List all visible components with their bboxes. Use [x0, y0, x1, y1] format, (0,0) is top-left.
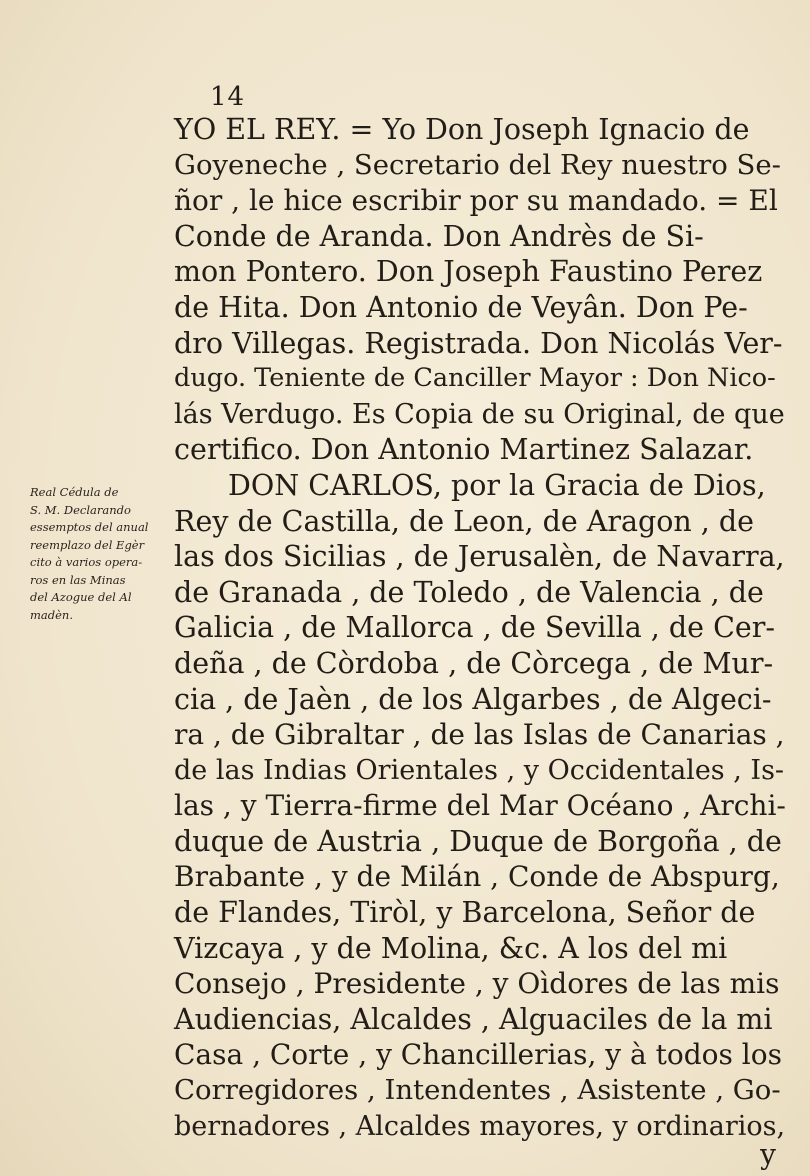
body-text — [174, 112, 786, 1144]
text-line: Consejo , Presidente , y Oìdores de las mis — [174, 967, 780, 1001]
text-line: ra , de Gibraltar , de las Islas de Canarias , — [174, 718, 785, 752]
text-line: Audiencias, Alcaldes , Alguaciles de la mi — [174, 1002, 773, 1036]
text-line: cia , de Jaèn , de los Algarbes , de Algeci- — [174, 682, 772, 716]
text-line: certifico. Don Antonio Martinez Salazar. — [174, 433, 754, 467]
margin-note-line: ros en las Minas — [30, 572, 126, 587]
text-line: Casa , Corte , y Chancillerias, y à todos los — [174, 1038, 782, 1072]
page-number: 14 — [210, 82, 246, 112]
text-line: mon Pontero. Don Joseph Faustino Perez — [174, 255, 763, 289]
text-line: de Hita. Don Antonio de Veyân. Don Pe- — [174, 290, 748, 324]
text-line: YO EL REY. = Yo Don Joseph Ignacio de — [174, 113, 750, 146]
text-line: Conde de Aranda. Don Andrès de Si- — [174, 219, 704, 253]
text-line: Galicia , de Mallorca , de Sevilla , de Cer- — [174, 611, 775, 645]
margin-note-line: cito à varios opera- — [30, 555, 143, 569]
text-line: ñor , le hice escribir por su mandado. = El — [174, 184, 778, 218]
margin-note-line: madèn. — [30, 607, 73, 622]
margin-note-line: S. M. Declarando — [30, 502, 131, 517]
text-line: Rey de Castilla, de Leon, de Aragon , de — [174, 504, 754, 538]
margin-note-line: Real Cédula de — [30, 485, 119, 499]
margin-note-line: reemplazo del Egèr — [30, 537, 145, 552]
text-line: Goyeneche , Secretario del Rey nuestro Se- — [174, 148, 781, 181]
text-line: Brabante , y de Milán , Conde de Abspurg, — [174, 860, 780, 894]
margin-note-line: essemptos del anual — [30, 520, 149, 534]
text-line: lás Verdugo. Es Copia de su Original, de que — [174, 398, 785, 430]
text-line: de las Indias Orientales , y Occidentales , Is- — [174, 754, 785, 786]
text-line: deña , de Còrdoba , de Còrcega , de Mur- — [174, 646, 774, 680]
text-line: de Flandes, Tiròl, y Barcelona, Señor de — [174, 896, 756, 930]
catchword: y — [760, 1138, 776, 1171]
text-line: de Granada , de Toledo , de Valencia , de — [174, 575, 764, 609]
text-line: Corregidores , Intendentes , Asistente , Go- — [174, 1074, 781, 1107]
text-line: dugo. Teniente de Canciller Mayor : Don Nico- — [174, 363, 776, 394]
text-line: Vizcaya , y de Molina, &c. A los del mi — [174, 931, 728, 965]
margin-note-line: del Azogue del Al — [30, 590, 132, 604]
text-line: DON CARLOS, por la Gracia de Dios, — [228, 468, 766, 502]
text-line: bernadores , Alcaldes mayores, y ordinarios, — [174, 1110, 786, 1142]
text-line: las , y Tierra-firme del Mar Océano , Archi- — [174, 789, 786, 823]
text-line: duque de Austria , Duque de Borgoña , de — [174, 824, 782, 858]
text-line: dro Villegas. Registrada. Don Nicolás Ver- — [174, 326, 783, 360]
margin-note — [30, 484, 166, 624]
text-line: las dos Sicilias , de Jerusalèn, de Navarra, — [174, 540, 785, 574]
